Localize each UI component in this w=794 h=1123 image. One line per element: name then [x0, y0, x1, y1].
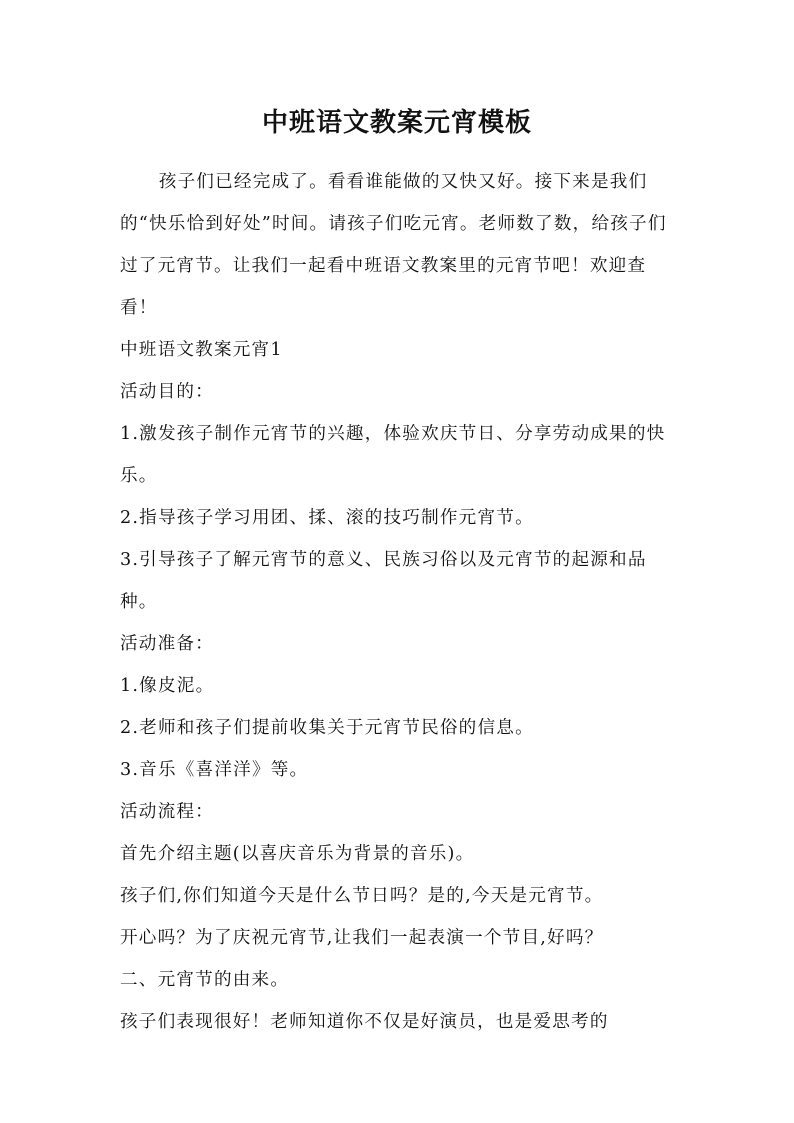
- document-body: [120, 161, 675, 1043]
- objective-item: 3.引导孩子了解元宵节的意义、民族习俗以及元宵节的起源和品种。: [120, 550, 647, 612]
- preparation-item: 2.老师和孩子们提前收集关于元宵节民俗的信息。: [120, 718, 534, 738]
- document-title: 中班语文教案元宵模板: [261, 108, 532, 138]
- body-paragraph: 孩子们表现很好！老师知道你不仅是好演员，也是爱思考的: [120, 1012, 609, 1032]
- intro-paragraph: 孩子们已经完成了。看看谁能做的又快又好。接下来是我们的“快乐恰到好处”时间。请孩子们吃元宵。老师数了数，给孩子们过了元宵节。让我们一起看中班语文教案里的元宵节吧！欢迎查看！: [120, 172, 667, 318]
- body-paragraph: 孩子们,你们知道今天是什么节日吗？是的,今天是元宵节。: [120, 886, 604, 906]
- section-heading: 中班语文教案元宵1: [120, 340, 283, 360]
- body-paragraph: 二、元宵节的由来。: [120, 970, 290, 990]
- objective-item: 1.激发孩子制作元宵节的兴趣，体验欢庆节日、分享劳动成果的快乐。: [120, 424, 666, 486]
- objective-item: 2.指导孩子学习用团、揉、滚的技巧制作元宵节。: [120, 508, 534, 528]
- body-paragraph: 首先介绍主题(以喜庆音乐为背景的音乐)。: [120, 844, 475, 864]
- subheading-process: 活动流程：: [120, 802, 214, 822]
- body-paragraph: 开心吗？为了庆祝元宵节,让我们一起表演一个节目,好吗？: [120, 928, 604, 948]
- subheading-objectives: 活动目的：: [120, 382, 214, 402]
- subheading-preparation: 活动准备：: [120, 634, 214, 654]
- preparation-item: 1.像皮泥。: [120, 676, 215, 696]
- preparation-item: 3.音乐《喜洋洋》等。: [120, 760, 309, 780]
